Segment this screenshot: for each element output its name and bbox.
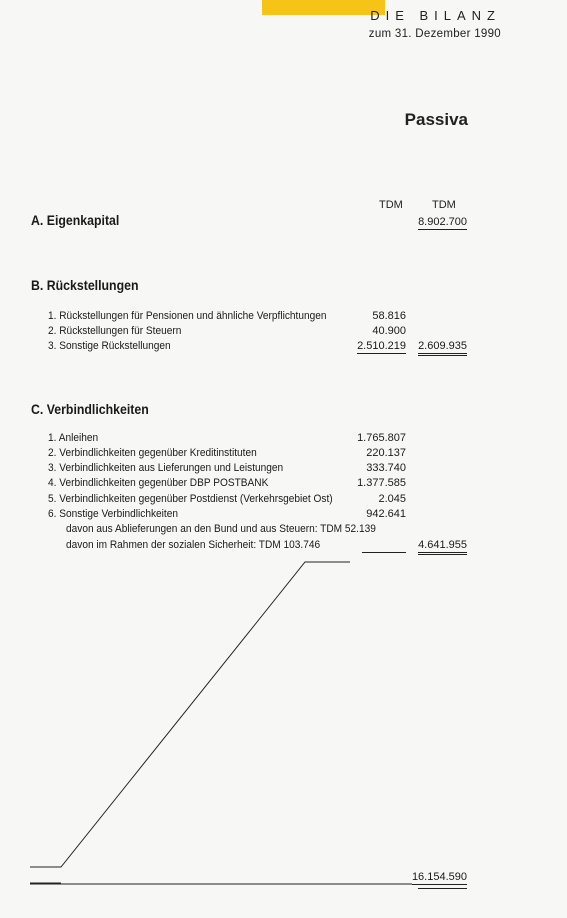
grand-total: 16.154.590 bbox=[411, 871, 467, 883]
side-heading: Passiva bbox=[404, 110, 468, 129]
section-b-item-label: 1. Rückstellungen für Pensionen und ähnliche Verpflichtungen bbox=[48, 310, 327, 322]
section-b-item-value: 58.816 bbox=[372, 310, 406, 322]
section-c-item-label: 4. Verbindlichkeiten gegenüber DBP POSTBANK bbox=[48, 477, 269, 489]
section-b-total: 2.609.935 bbox=[418, 340, 467, 356]
column-header-total: TDM bbox=[432, 199, 456, 211]
section-b-item-label: 2. Rückstellungen für Steuern bbox=[48, 325, 182, 337]
page-header-subtitle: zum 31. Dezember 1990 bbox=[368, 28, 501, 40]
section-c-item-label: 6. Sonstige Verbindlichkeiten bbox=[48, 508, 178, 520]
section-c-item-label: 2. Verbindlichkeiten gegenüber Kreditinstituten bbox=[48, 447, 257, 459]
section-b-title: B. Rückstellungen bbox=[31, 277, 139, 293]
section-c-item-value: 333.740 bbox=[366, 462, 406, 474]
section-c-item-value: 2.045 bbox=[378, 493, 406, 505]
section-c-item-label: 5. Verbindlichkeiten gegenüber Postdienst (Verkehrsgebiet Ost) bbox=[48, 493, 333, 505]
page-header-title: DIE BILANZ bbox=[370, 8, 501, 23]
section-c-item-label: 3. Verbindlichkeiten aus Lieferungen und Leistungen bbox=[48, 462, 284, 474]
section-b-item-value: 40.900 bbox=[372, 325, 406, 337]
section-c-item-value: 220.137 bbox=[366, 447, 406, 459]
section-a-total: 8.902.700 bbox=[418, 216, 467, 228]
section-c-title: C. Verbindlichkeiten bbox=[31, 401, 149, 417]
section-c-total: 4.641.955 bbox=[418, 539, 467, 555]
column-header-sub: TDM bbox=[379, 199, 403, 211]
section-c-note: davon im Rahmen der sozialen Sicherheit: TDM 103.746 bbox=[66, 539, 321, 551]
section-c-item-label: 1. Anleihen bbox=[48, 432, 99, 444]
section-b-item-label: 3. Sonstige Rückstellungen bbox=[48, 340, 171, 352]
section-a-title: A. Eigenkapital bbox=[31, 212, 120, 228]
section-c-note: davon aus Ablieferungen an den Bund und aus Steuern: TDM 52.139 bbox=[66, 523, 376, 535]
section-c-item-value: 942.641 bbox=[366, 508, 406, 520]
section-c-item-value: 1.377.585 bbox=[357, 477, 406, 489]
grand-total-second-rule bbox=[418, 888, 467, 889]
section-c-item-value: 1.765.807 bbox=[357, 432, 406, 444]
section-b-item-value: 2.510.219 bbox=[357, 340, 406, 352]
